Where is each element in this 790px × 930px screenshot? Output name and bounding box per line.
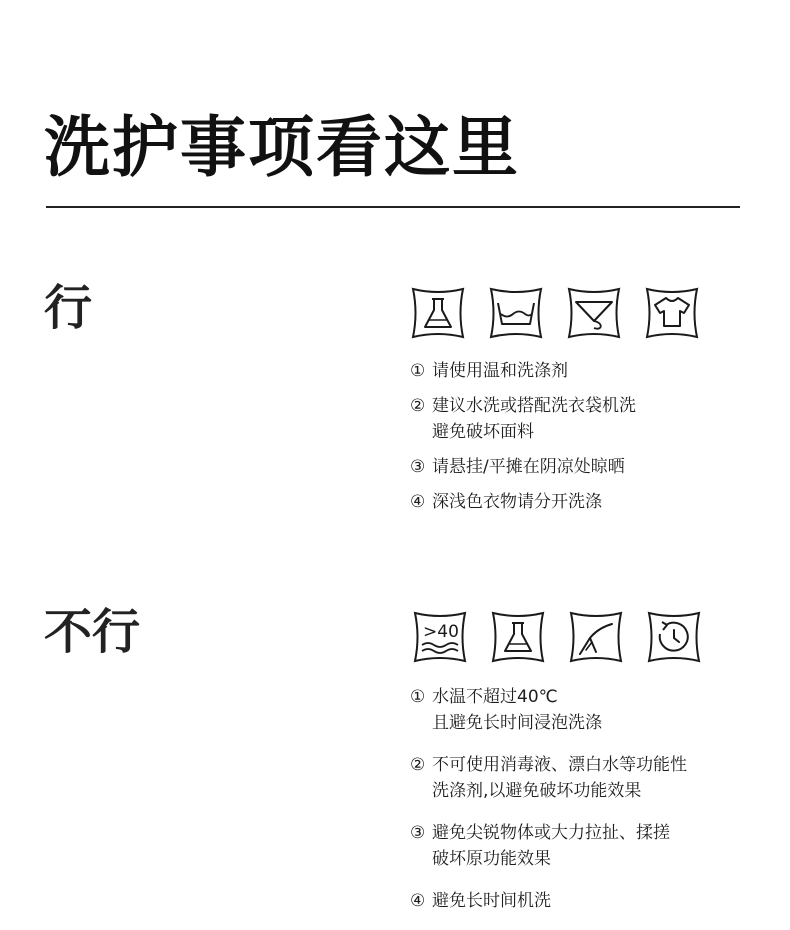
item-text: 请悬挂/平摊在阴凉处晾晒 — [432, 457, 625, 477]
item-number: ① — [410, 361, 426, 381]
do-icon-row — [410, 286, 700, 340]
item-text: 请使用温和洗涤剂 — [432, 361, 568, 381]
item-text: 避免长时间机洗 — [432, 891, 551, 911]
list-item — [410, 684, 780, 736]
sharp-object-icon — [568, 610, 624, 664]
list-item — [410, 820, 780, 872]
list-item — [410, 752, 780, 804]
item-text: 不可使用消毒液、漂白水等功能性 洗涤剂,以避免破坏功能效果 — [432, 755, 687, 801]
hand-wash-basin-icon — [488, 286, 544, 340]
do-instructions-list — [410, 358, 780, 524]
water-temp-40-icon — [412, 610, 468, 664]
item-text: 水温不超过40℃ 且避免长时间浸泡洗涤 — [432, 687, 602, 733]
hanging-dry-icon — [566, 286, 622, 340]
do-section-heading: 行 — [44, 280, 93, 336]
beaker-icon — [490, 610, 546, 664]
dont-icon-row — [412, 610, 702, 664]
item-number: ① — [410, 687, 426, 707]
item-number: ② — [410, 396, 426, 416]
item-number: ④ — [410, 891, 426, 911]
list-item — [410, 489, 780, 515]
item-number: ③ — [410, 457, 426, 477]
list-item — [410, 393, 780, 445]
machine-wash-timer-icon — [646, 610, 702, 664]
item-number: ② — [410, 755, 426, 775]
tshirt-icon — [644, 286, 700, 340]
list-item — [410, 454, 780, 480]
title-divider — [46, 206, 740, 208]
item-text: 建议水洗或搭配洗衣袋机洗 避免破坏面料 — [432, 396, 636, 442]
temp-label: >40 — [423, 622, 459, 642]
dont-instructions-list — [410, 684, 780, 930]
list-item — [410, 358, 780, 384]
beaker-icon — [410, 286, 466, 340]
page-title: 洗护事项看这里 — [44, 109, 520, 186]
list-item — [410, 888, 780, 914]
item-text: 深浅色衣物请分开洗涤 — [432, 492, 602, 512]
item-number: ③ — [410, 823, 426, 843]
item-text: 避免尖锐物体或大力拉扯、揉搓 破坏原功能效果 — [432, 823, 670, 869]
item-number: ④ — [410, 492, 426, 512]
dont-section-heading: 不行 — [44, 604, 141, 660]
